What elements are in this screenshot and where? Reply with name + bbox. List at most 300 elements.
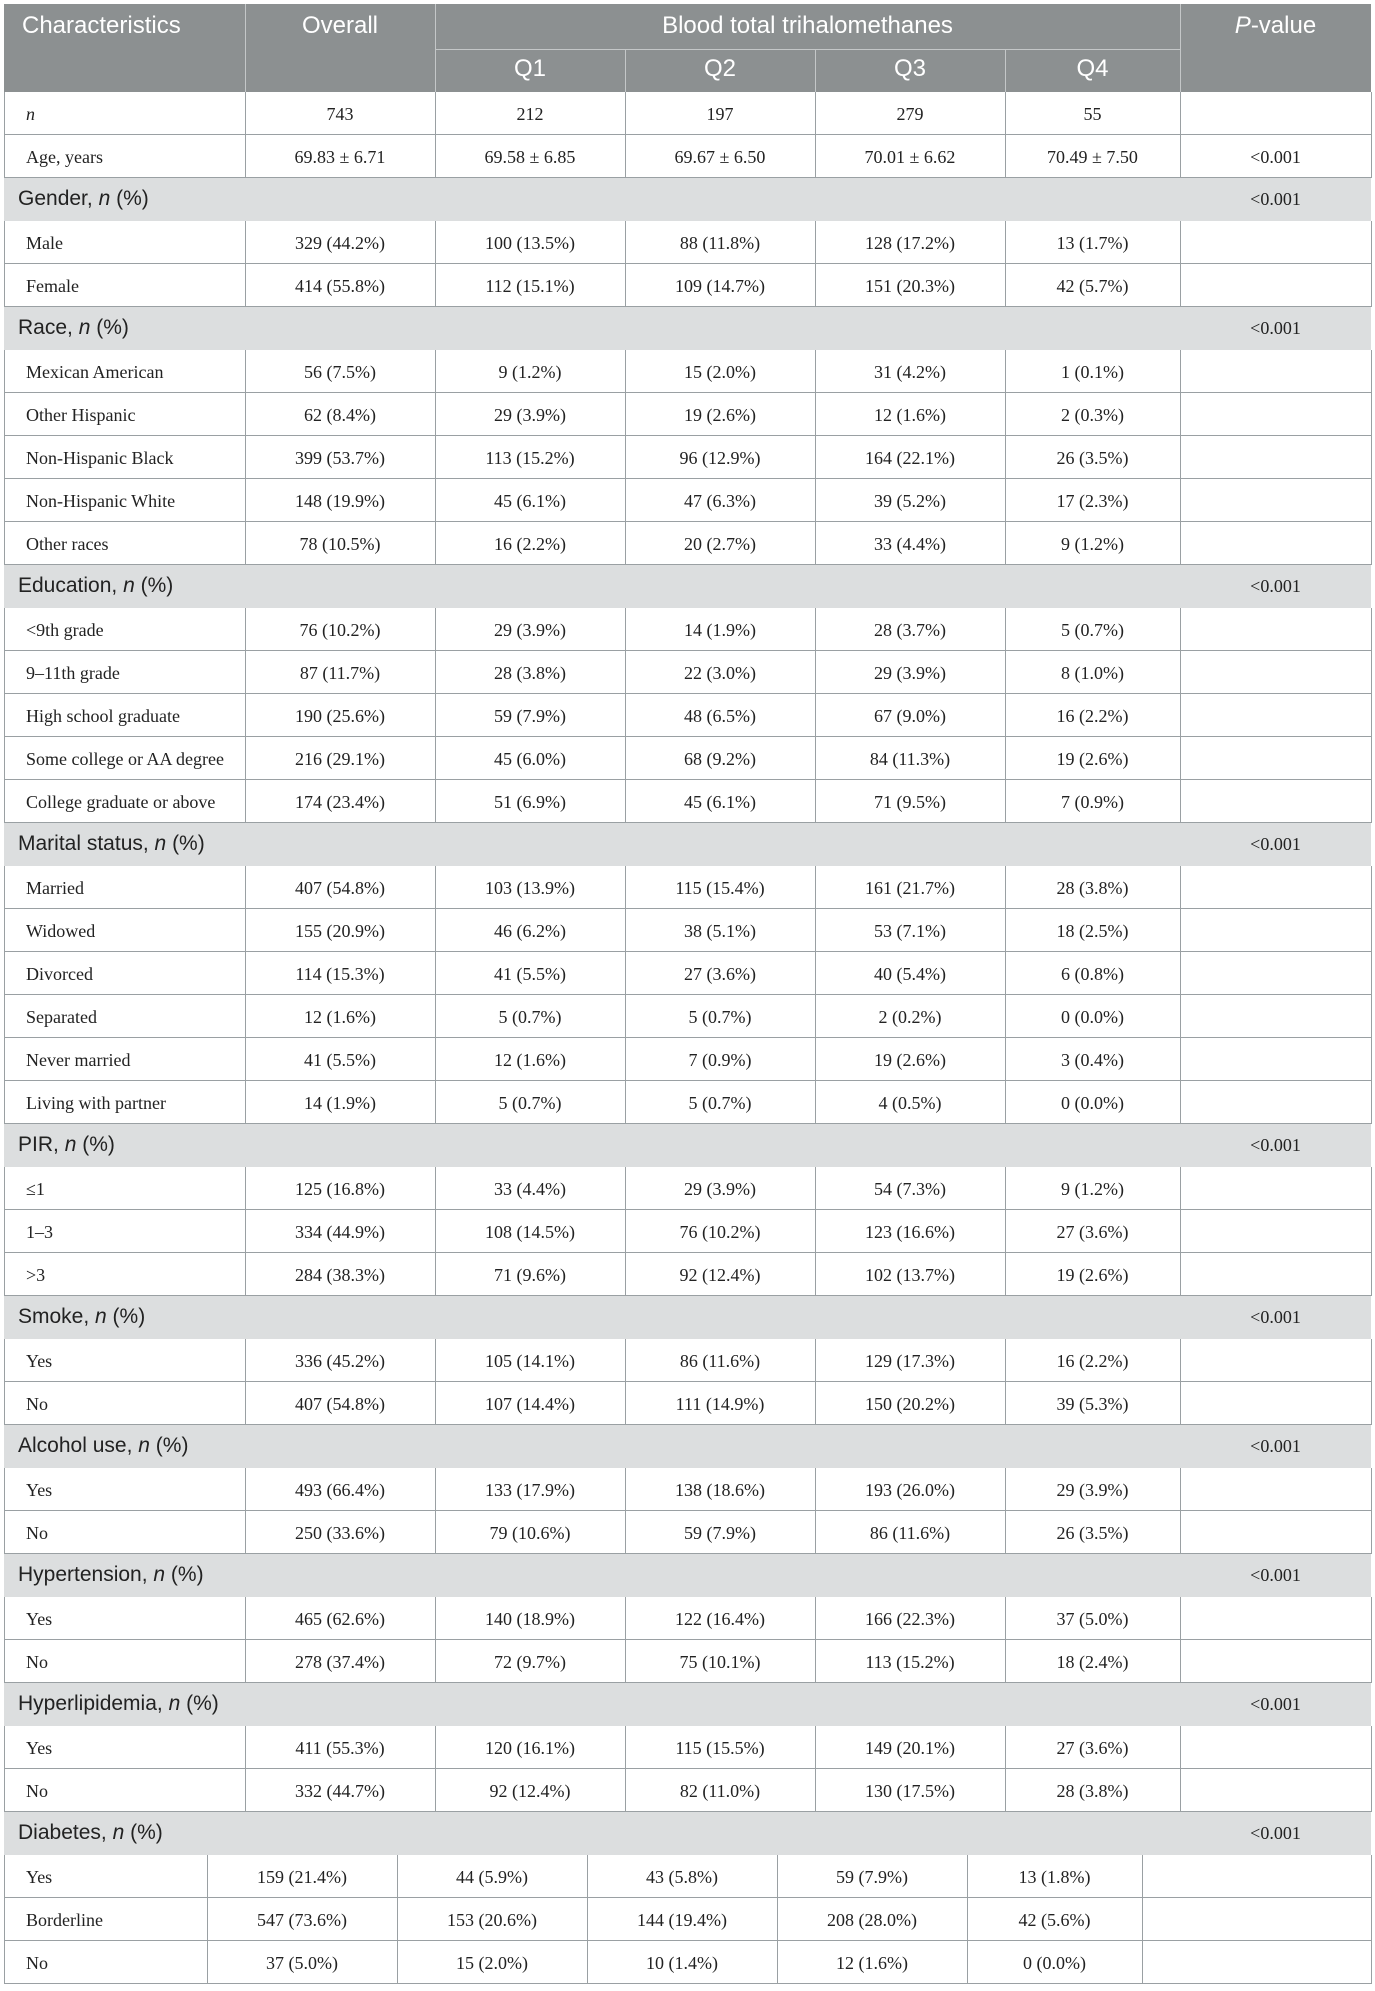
table-cell: 92 (12.4%) <box>489 1781 571 1801</box>
column-divider <box>1371 1167 1372 1210</box>
row-label: Male <box>26 233 63 253</box>
row-label: Yes <box>26 1480 53 1500</box>
table-cell: 2 (0.2%) <box>878 1007 942 1027</box>
table-cell: 0 (0.0%) <box>1061 1093 1124 1113</box>
table-cell: 37 (5.0%) <box>1056 1609 1129 1629</box>
table-cell: 76 (10.2%) <box>299 620 381 640</box>
column-divider <box>1371 737 1372 780</box>
table-cell: 208 (28.0%) <box>827 1910 917 1930</box>
row-divider <box>4 1983 1371 1984</box>
table-cell: 1 (0.1%) <box>1061 362 1124 382</box>
column-divider <box>1371 264 1372 307</box>
table-cell: 12 (1.6%) <box>874 405 946 425</box>
row-label: Other Hispanic <box>26 405 136 425</box>
table-cell: 84 (11.3%) <box>869 749 951 769</box>
table-cell: 107 (14.4%) <box>485 1394 575 1414</box>
p-value <box>1180 1523 1371 1547</box>
section-label-part: Hyperlipidemia, <box>18 1692 169 1715</box>
p-value <box>1180 1265 1371 1289</box>
row-divider <box>4 1381 1371 1382</box>
table-cell: 29 (3.9%) <box>494 620 566 640</box>
table-cell: 13 (1.7%) <box>1056 233 1129 253</box>
header-p-value: P-value <box>1234 12 1317 39</box>
column-divider <box>1371 1382 1372 1425</box>
table-cell: 12 (1.6%) <box>304 1007 376 1027</box>
table-cell: 411 (55.3%) <box>295 1738 385 1758</box>
table-cell: 62 (8.4%) <box>304 405 376 425</box>
row-label: No <box>26 1953 48 1973</box>
section-label-part: Marital status, <box>18 832 155 855</box>
p-value <box>1180 1480 1371 1504</box>
table-cell: 193 (26.0%) <box>865 1480 955 1500</box>
p-value <box>1142 1910 1371 1934</box>
table-cell: 12 (1.6%) <box>836 1953 908 1973</box>
table-cell: 59 (7.9%) <box>684 1523 756 1543</box>
column-divider <box>1371 436 1372 479</box>
table-cell: 113 (15.2%) <box>485 448 575 468</box>
p-value: <0.001 <box>1250 1694 1301 1714</box>
table-cell: 9 (1.2%) <box>1061 534 1124 554</box>
row-label: Some college or AA degree <box>26 749 224 769</box>
row-divider <box>4 994 1371 995</box>
column-divider <box>1371 1726 1372 1769</box>
table-cell: 40 (5.4%) <box>874 964 946 984</box>
table-cell: 128 (17.2%) <box>865 233 955 253</box>
row-label: <9th grade <box>26 620 104 640</box>
table-cell: 113 (15.2%) <box>865 1652 955 1672</box>
table-cell: 8 (1.0%) <box>1061 663 1124 683</box>
table-cell: 69.58 ± 6.85 <box>484 147 576 167</box>
column-divider <box>1371 952 1372 995</box>
table-cell: 109 (14.7%) <box>675 276 765 296</box>
table-cell: 53 (7.1%) <box>874 921 946 941</box>
section-label-part: (%) <box>90 316 129 339</box>
section-label-part: (%) <box>134 574 174 597</box>
table-cell: 465 (62.6%) <box>295 1609 385 1629</box>
table-cell: 250 (33.6%) <box>295 1523 385 1543</box>
row-divider <box>4 521 1371 522</box>
row-label: Mexican American <box>26 362 164 382</box>
header-q3: Q3 <box>893 55 926 82</box>
table-cell: 155 (20.9%) <box>295 921 385 941</box>
section-label-part: n <box>78 316 91 339</box>
table-cell: 15 (2.0%) <box>456 1953 528 1973</box>
column-divider <box>1371 1597 1372 1640</box>
table-cell: 19 (2.6%) <box>874 1050 946 1070</box>
section-label <box>4 1692 604 1720</box>
table-cell: 38 (5.1%) <box>684 921 756 941</box>
table-cell: 55 <box>1083 104 1102 124</box>
table-cell: 399 (53.7%) <box>295 448 385 468</box>
table-cell: 159 (21.4%) <box>257 1867 347 1887</box>
row-divider <box>4 1940 1371 1941</box>
table-cell: 3 (0.4%) <box>1061 1050 1124 1070</box>
table-cell: 86 (11.6%) <box>869 1523 951 1543</box>
column-divider <box>1371 479 1372 522</box>
section-label-part: Gender, <box>18 187 99 210</box>
table-cell: 279 <box>896 104 924 124</box>
table-cell: 100 (13.5%) <box>485 233 575 253</box>
row-label: Non-Hispanic White <box>26 491 176 511</box>
table-cell: 334 (44.9%) <box>295 1222 385 1242</box>
table-cell: 278 (37.4%) <box>295 1652 385 1672</box>
table-cell: 20 (2.7%) <box>684 534 756 554</box>
table-cell: 493 (66.4%) <box>295 1480 385 1500</box>
column-divider <box>1371 1253 1372 1296</box>
table-cell: 6 (0.8%) <box>1061 964 1124 984</box>
row-divider <box>4 951 1371 952</box>
table-cell: 59 (7.9%) <box>836 1867 908 1887</box>
table-cell: 48 (6.5%) <box>684 706 756 726</box>
table-cell: 547 (73.6%) <box>257 1910 347 1930</box>
column-divider <box>1371 909 1372 952</box>
p-value: <0.001 <box>1250 1823 1301 1843</box>
table-cell: 5 (0.7%) <box>498 1093 562 1113</box>
column-divider <box>1371 694 1372 737</box>
column-divider <box>1371 651 1372 694</box>
row-label: Married <box>26 878 84 898</box>
p-value <box>1180 878 1371 902</box>
section-label-part: (%) <box>106 1305 146 1328</box>
column-divider <box>1371 780 1372 823</box>
row-divider <box>4 134 1371 135</box>
header-q1: Q1 <box>513 55 546 82</box>
table-cell: 123 (16.6%) <box>865 1222 955 1242</box>
table-cell: 329 (44.2%) <box>295 233 385 253</box>
table-cell: 13 (1.8%) <box>1018 1867 1091 1887</box>
row-label: High school graduate <box>26 706 180 726</box>
table-cell: 15 (2.0%) <box>684 362 756 382</box>
p-value: <0.001 <box>1250 147 1301 167</box>
table-cell: 72 (9.7%) <box>494 1652 566 1672</box>
table-cell: 112 (15.1%) <box>485 276 575 296</box>
row-divider <box>4 1209 1371 1210</box>
p-value <box>1180 491 1371 515</box>
column-divider <box>1371 350 1372 393</box>
p-value <box>1180 1351 1371 1375</box>
table-cell: 153 (20.6%) <box>447 1910 537 1930</box>
row-label: ≤1 <box>26 1179 45 1199</box>
header-divider <box>435 49 1180 50</box>
table-cell: 86 (11.6%) <box>679 1351 761 1371</box>
row-label: Living with partner <box>26 1093 166 1113</box>
table-cell: 71 (9.6%) <box>494 1265 566 1285</box>
section-label <box>4 1305 604 1333</box>
table-cell: 164 (22.1%) <box>865 448 955 468</box>
table-cell: 174 (23.4%) <box>295 792 385 812</box>
row-divider <box>4 435 1371 436</box>
column-divider <box>1371 866 1372 909</box>
row-label: College graduate or above <box>26 792 216 812</box>
table-cell: 150 (20.2%) <box>865 1394 955 1414</box>
section-label <box>4 316 604 344</box>
row-divider <box>4 1080 1371 1081</box>
section-label-part: (%) <box>165 1563 204 1586</box>
table-cell: 76 (10.2%) <box>679 1222 761 1242</box>
p-value <box>1180 792 1371 816</box>
p-value <box>1180 921 1371 945</box>
table-cell: 51 (6.9%) <box>494 792 566 812</box>
table-cell: 28 (3.8%) <box>1056 878 1129 898</box>
section-label <box>4 1563 604 1591</box>
table-cell: 0 (0.0%) <box>1023 1953 1086 1973</box>
table-cell: 68 (9.2%) <box>684 749 756 769</box>
section-label-part: n <box>98 187 111 210</box>
section-label-part: n <box>112 1821 125 1844</box>
table-cell: 407 (54.8%) <box>295 878 385 898</box>
p-value <box>1180 405 1371 429</box>
row-label: Yes <box>26 1738 53 1758</box>
column-divider <box>1371 522 1372 565</box>
table-cell: 59 (7.9%) <box>494 706 566 726</box>
table-cell: 5 (0.7%) <box>688 1093 752 1113</box>
table-cell: 102 (13.7%) <box>865 1265 955 1285</box>
section-label-part: Education, <box>18 574 124 597</box>
table-cell: 28 (3.7%) <box>874 620 946 640</box>
p-value: <0.001 <box>1250 834 1301 854</box>
table-cell: 197 <box>706 104 734 124</box>
row-label: Borderline <box>26 1910 103 1930</box>
table-cell: 42 (5.7%) <box>1056 276 1129 296</box>
row-label: >3 <box>26 1265 46 1285</box>
p-value <box>1180 448 1371 472</box>
section-label-part: (%) <box>180 1692 219 1715</box>
table-cell: 87 (11.7%) <box>299 663 381 683</box>
table-cell: 130 (17.5%) <box>865 1781 955 1801</box>
table-cell: 39 (5.2%) <box>874 491 946 511</box>
row-label: 1–3 <box>26 1222 53 1242</box>
section-label-part: Race, <box>18 316 79 339</box>
p-value <box>1180 1394 1371 1418</box>
table-cell: 161 (21.7%) <box>865 878 955 898</box>
table-cell: 16 (2.2%) <box>1056 1351 1129 1371</box>
table-cell: 27 (3.6%) <box>1056 1222 1129 1242</box>
table-cell: 42 (5.6%) <box>1018 1910 1091 1930</box>
p-value <box>1180 749 1371 773</box>
p-value <box>1180 1179 1371 1203</box>
column-divider <box>1371 1511 1372 1554</box>
p-value <box>1180 362 1371 386</box>
table-cell: 5 (0.7%) <box>498 1007 562 1027</box>
row-label: n <box>26 104 35 124</box>
section-label-part: n <box>123 574 135 597</box>
table-cell: 29 (3.9%) <box>494 405 566 425</box>
row-label: Never married <box>26 1050 131 1070</box>
section-label <box>4 1821 604 1849</box>
row-label: Yes <box>26 1609 53 1629</box>
section-label-part: n <box>95 1305 107 1328</box>
table-cell: 39 (5.3%) <box>1056 1394 1129 1414</box>
section-label <box>4 1133 604 1161</box>
row-label: Widowed <box>26 921 96 941</box>
table-cell: 27 (3.6%) <box>684 964 756 984</box>
row-label: Yes <box>26 1351 53 1371</box>
table-cell: 54 (7.3%) <box>874 1179 946 1199</box>
row-label: No <box>26 1652 48 1672</box>
table-cell: 70.01 ± 6.62 <box>864 147 956 167</box>
table-cell: 5 (0.7%) <box>1061 620 1124 640</box>
column-divider <box>1371 1468 1372 1511</box>
p-value: <0.001 <box>1250 1565 1301 1585</box>
table-cell: 108 (14.5%) <box>485 1222 575 1242</box>
table-cell: 148 (19.9%) <box>295 491 385 511</box>
row-label: 9–11th grade <box>26 663 120 683</box>
p-value <box>1180 1652 1371 1676</box>
table-cell: 125 (16.8%) <box>295 1179 385 1199</box>
row-divider <box>4 650 1371 651</box>
p-value: <0.001 <box>1250 189 1301 209</box>
row-divider <box>4 478 1371 479</box>
table-cell: 70.49 ± 7.50 <box>1047 147 1138 167</box>
p-value <box>1180 620 1371 644</box>
table-cell: 133 (17.9%) <box>485 1480 575 1500</box>
column-divider <box>1371 1769 1372 1812</box>
section-label-part: Alcohol use, <box>18 1434 139 1457</box>
table-cell: 31 (4.2%) <box>874 362 946 382</box>
table-cell: 166 (22.3%) <box>865 1609 955 1629</box>
table-cell: 67 (9.0%) <box>874 706 946 726</box>
row-divider <box>4 263 1371 264</box>
column-divider <box>1371 1640 1372 1683</box>
section-label <box>4 832 604 860</box>
section-label <box>4 187 604 215</box>
table-cell: 7 (0.9%) <box>1061 792 1124 812</box>
table-cell: 111 (14.9%) <box>675 1394 765 1414</box>
column-divider <box>1371 135 1372 178</box>
table-cell: 33 (4.4%) <box>494 1179 566 1199</box>
table-cell: 2 (0.3%) <box>1061 405 1124 425</box>
table-cell: 43 (5.8%) <box>646 1867 718 1887</box>
table-cell: 75 (10.1%) <box>679 1652 761 1672</box>
row-label: No <box>26 1781 48 1801</box>
table-cell: 9 (1.2%) <box>498 362 562 382</box>
table-cell: 79 (10.6%) <box>489 1523 571 1543</box>
table-cell: 407 (54.8%) <box>295 1394 385 1414</box>
section-label-part: n <box>64 1133 77 1156</box>
table-cell: 122 (16.4%) <box>675 1609 765 1629</box>
table-cell: 16 (2.2%) <box>1056 706 1129 726</box>
table-cell: 14 (1.9%) <box>684 620 756 640</box>
table-cell: 9 (1.2%) <box>1061 1179 1124 1199</box>
table-cell: 41 (5.5%) <box>304 1050 376 1070</box>
p-value <box>1180 1222 1371 1246</box>
p-value <box>1180 663 1371 687</box>
table-cell: 26 (3.5%) <box>1056 448 1129 468</box>
column-divider <box>1371 92 1372 135</box>
table-cell: 151 (20.3%) <box>865 276 955 296</box>
table-cell: 29 (3.9%) <box>684 1179 756 1199</box>
p-value: <0.001 <box>1250 576 1301 596</box>
row-divider <box>4 908 1371 909</box>
table-cell: 88 (11.8%) <box>679 233 761 253</box>
row-divider <box>4 1037 1371 1038</box>
header-q4: Q4 <box>1076 55 1109 82</box>
table-cell: 46 (6.2%) <box>494 921 566 941</box>
section-label <box>4 1434 604 1462</box>
header-blood-thm: Blood total trihalomethanes <box>662 12 953 39</box>
p-value <box>1180 104 1371 128</box>
column-divider <box>1371 1038 1372 1081</box>
row-divider <box>4 1510 1371 1511</box>
table-cell: 149 (20.1%) <box>865 1738 955 1758</box>
p-value <box>1180 1609 1371 1633</box>
table-cell: 190 (25.6%) <box>295 706 385 726</box>
table-cell: 37 (5.0%) <box>266 1953 338 1973</box>
p-value <box>1180 233 1371 257</box>
p-value: <0.001 <box>1250 318 1301 338</box>
p-value <box>1142 1867 1371 1891</box>
table-cell: 69.83 ± 6.71 <box>294 147 386 167</box>
table-cell: 105 (14.1%) <box>485 1351 575 1371</box>
p-value <box>1180 1007 1371 1031</box>
table-cell: 92 (12.4%) <box>679 1265 761 1285</box>
table-cell: 4 (0.5%) <box>878 1093 942 1113</box>
table-cell: 27 (3.6%) <box>1056 1738 1129 1758</box>
column-divider <box>1371 1081 1372 1124</box>
row-divider <box>4 1768 1371 1769</box>
table-cell: 82 (11.0%) <box>679 1781 761 1801</box>
section-label-part: n <box>168 1692 181 1715</box>
p-value <box>1142 1953 1371 1977</box>
row-label: Separated <box>26 1007 97 1027</box>
column-divider <box>1371 608 1372 651</box>
table-cell: 45 (6.1%) <box>684 792 756 812</box>
p-value <box>1180 1093 1371 1117</box>
table-cell: 96 (12.9%) <box>679 448 761 468</box>
table-cell: 45 (6.0%) <box>494 749 566 769</box>
table-cell: 33 (4.4%) <box>874 534 946 554</box>
table-cell: 26 (3.5%) <box>1056 1523 1129 1543</box>
header-overall: Overall <box>301 12 379 39</box>
table-cell: 41 (5.5%) <box>494 964 566 984</box>
table-cell: 743 <box>326 104 354 124</box>
table-cell: 114 (15.3%) <box>295 964 385 984</box>
header-q2: Q2 <box>703 55 736 82</box>
column-divider <box>1371 1210 1372 1253</box>
section-label-part: Hypertension, <box>18 1563 154 1586</box>
table-cell: 14 (1.9%) <box>304 1093 376 1113</box>
row-label: Other races <box>26 534 109 554</box>
table-cell: 47 (6.3%) <box>684 491 756 511</box>
table-cell: 71 (9.5%) <box>874 792 946 812</box>
row-divider <box>4 1252 1371 1253</box>
p-value: <0.001 <box>1250 1436 1301 1456</box>
table-cell: 19 (2.6%) <box>1056 1265 1129 1285</box>
p-value <box>1180 534 1371 558</box>
section-label-part: (%) <box>110 187 149 210</box>
p-value <box>1180 1050 1371 1074</box>
table-cell: 44 (5.9%) <box>456 1867 528 1887</box>
table-cell: 332 (44.7%) <box>295 1781 385 1801</box>
table-cell: 103 (13.9%) <box>485 878 575 898</box>
column-divider <box>1371 1855 1372 1898</box>
table-cell: 28 (3.8%) <box>494 663 566 683</box>
table-cell: 22 (3.0%) <box>684 663 756 683</box>
table-cell: 29 (3.9%) <box>874 663 946 683</box>
row-divider <box>4 693 1371 694</box>
p-value <box>1180 1738 1371 1762</box>
table-cell: 12 (1.6%) <box>494 1050 566 1070</box>
table-cell: 16 (2.2%) <box>494 534 566 554</box>
row-divider <box>4 779 1371 780</box>
row-label: No <box>26 1523 48 1543</box>
table-cell: 138 (18.6%) <box>675 1480 765 1500</box>
column-divider <box>1371 995 1372 1038</box>
row-label: Yes <box>26 1867 53 1887</box>
section-label-part: (%) <box>124 1821 163 1844</box>
row-label: Age, years <box>26 147 103 167</box>
section-label-part: n <box>154 832 167 855</box>
